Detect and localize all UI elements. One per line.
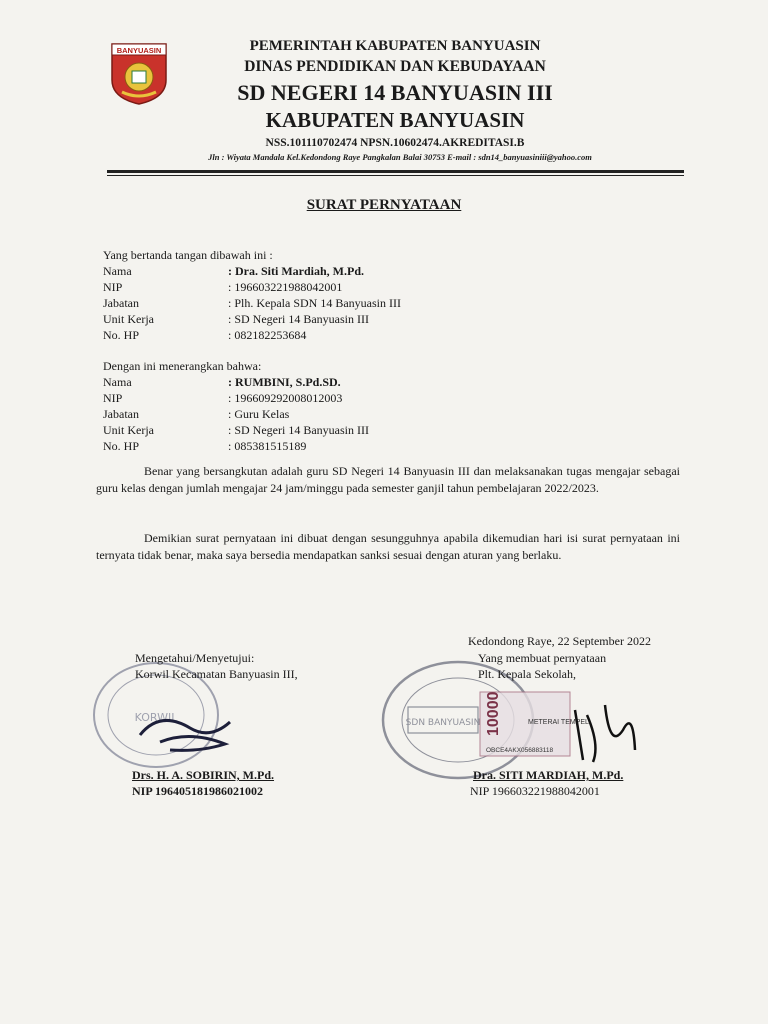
signer-intro: Yang bertanda tangan dibawah ini : — [103, 248, 273, 262]
meterai-code: OBCE4AKX056883118 — [486, 747, 554, 754]
header-nss: NSS.101110702474 NPSN.10602474.AKREDITASI.B — [265, 137, 525, 149]
right-maker-label: Yang membuat pernyataan — [478, 651, 607, 665]
left-approval-label: Mengetahui/Menyetujui: — [135, 651, 255, 665]
header-divider-thin — [107, 175, 684, 176]
left-signer-nip: NIP 196405181986021002 — [132, 784, 264, 798]
logo-text: BANYUASIN — [116, 46, 162, 55]
subject-value-name: : RUMBINI, S.Pd.SD. — [228, 375, 341, 389]
header-divider — [107, 170, 684, 173]
school-stamp-text: SDN BANYUASIN — [405, 718, 481, 728]
meterai-value: 10000 — [485, 691, 502, 736]
subject-label-nip: NIP — [103, 391, 123, 405]
header-regency: KABUPATEN BANYUASIN — [265, 108, 525, 132]
subject-label-phone: No. HP — [103, 439, 140, 453]
signer-value-phone: : 082182253684 — [228, 328, 307, 342]
meterai-label: METERAI TEMPEL — [528, 719, 589, 726]
right-signer-name: Dra. SITI MARDIAH, M.Pd. — [473, 768, 624, 782]
right-place-date: Kedondong Raye, 22 September 2022 — [468, 634, 651, 648]
subject-label-position: Jabatan — [103, 407, 139, 421]
header-address: Jln : Wiyata Mandala Kel.Kedondong Raye Pangkalan Balai 30753 E-mail : sdn14_banyuasiniii@yahoo.com — [208, 152, 592, 162]
document-title: SURAT PERNYATAAN — [306, 197, 462, 213]
header-department: DINAS PENDIDIKAN DAN KEBUDAYAAN — [244, 58, 546, 75]
korwil-stamp-text: KORWIL — [134, 711, 178, 724]
right-handwritten-signature — [565, 690, 645, 770]
signer-value-unit: : SD Negeri 14 Banyuasin III — [228, 312, 369, 326]
subject-value-phone: : 085381515189 — [228, 439, 307, 453]
left-approval-office: Korwil Kecamatan Banyuasin III, — [135, 667, 298, 681]
signer-label-phone: No. HP — [103, 328, 140, 342]
signer-label-nip: NIP — [103, 280, 123, 294]
signer-label-unit: Unit Kerja — [103, 312, 154, 326]
subject-intro: Dengan ini menerangkan bahwa: — [103, 359, 262, 373]
signer-value-name: : Dra. Siti Mardiah, M.Pd. — [228, 264, 364, 278]
signer-label-position: Jabatan — [103, 296, 139, 310]
right-signer-nip: NIP 196603221988042001 — [470, 784, 600, 798]
left-handwritten-signature — [130, 700, 250, 760]
header-government: PEMERINTAH KABUPATEN BANYUASIN — [249, 38, 541, 54]
subject-value-unit: : SD Negeri 14 Banyuasin III — [228, 423, 369, 437]
signer-value-position: : Plh. Kepala SDN 14 Banyuasin III — [228, 296, 401, 310]
statement-paragraph: Benar yang bersangkutan adalah guru SD Negeri 14 Banyuasin III dan melaksanakan tugas mengajar sebagai guru kelas dengan jumlah mengajar 24 jam/minggu pada semester ganjil tahun pembelajaran 2022/2023. — [96, 464, 680, 495]
closing-paragraph: Demikian surat pernyataan ini dibuat dengan sesungguhnya apabila dikemudian hari isi surat pernyataan ini ternyata tidak benar, maka saya bersedia mendapatkan sanksi sesuai dengan aturan yang berlaku. — [96, 531, 680, 562]
subject-value-nip: : 196609292008012003 — [228, 391, 343, 405]
subject-label-name: Nama — [103, 375, 132, 389]
right-maker-position: Plt. Kepala Sekolah, — [478, 667, 576, 681]
header-school: SD NEGERI 14 BANYUASIN III — [237, 80, 553, 105]
signer-label-name: Nama — [103, 264, 132, 278]
revenue-stamp — [478, 690, 589, 760]
subject-value-position: : Guru Kelas — [228, 407, 290, 421]
regency-logo — [108, 40, 170, 106]
left-signer-name: Drs. H. A. SOBIRIN, M.Pd. — [132, 768, 275, 782]
signer-value-nip: : 196603221988042001 — [228, 280, 343, 294]
subject-label-unit: Unit Kerja — [103, 423, 154, 437]
